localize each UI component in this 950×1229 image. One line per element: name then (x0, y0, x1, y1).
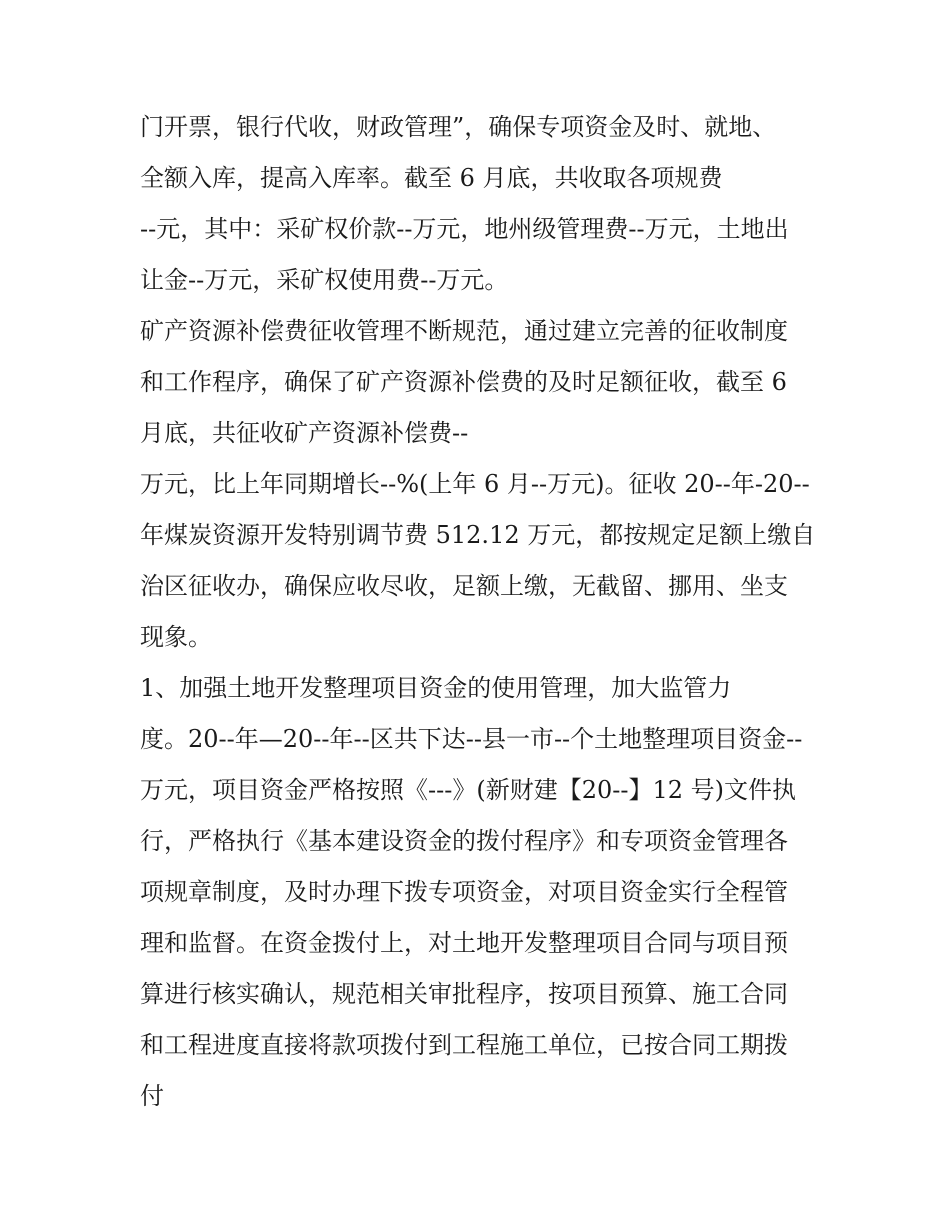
text-line: 理和监督。在资金拨付上，对土地开发整理项目合同与项目预 (140, 929, 788, 957)
text-line: 1、加强土地开发整理项目资金的使用管理，加大监管力 (140, 674, 732, 702)
text-line: 现象。 (140, 623, 212, 651)
text-line: 付 (140, 1082, 164, 1110)
text-line: 矿产资源补偿费征收管理不断规范，通过建立完善的征收制度 (140, 317, 788, 345)
text-line: 行，严格执行《基本建设资金的拨付程序》和专项资金管理各 (140, 827, 788, 855)
text-line: 万元，比上年同期增长--%(上年 6 月--万元)。征收 20--年-20-- (140, 470, 810, 498)
text-line: --元，其中：采矿权价款--万元，地州级管理费--万元，土地出 (140, 215, 789, 243)
text-line: 门开票，银行代收，财政管理”，确保专项资金及时、就地、 (140, 113, 777, 141)
text-line: 项规章制度，及时办理下拨专项资金，对项目资金实行全程管 (140, 878, 788, 906)
text-line: 度。20--年—20--年--区共下达--县一市--个土地整理项目资金-- (140, 725, 803, 753)
text-line: 算进行核实确认，规范相关审批程序，按项目预算、施工合同 (140, 980, 788, 1008)
text-line: 和工作程序，确保了矿产资源补偿费的及时足额征收，截至 6 (140, 368, 787, 396)
text-line: 年煤炭资源开发特别调节费 512.12 万元，都按规定足额上缴自 (140, 521, 816, 549)
text-line: 治区征收办，确保应收尽收，足额上缴，无截留、挪用、坐支 (140, 572, 788, 600)
text-line: 全额入库，提高入库率。截至 6 月底，共收取各项规费 (140, 164, 723, 192)
text-line: 月底，共征收矿产资源补偿费-- (140, 419, 469, 447)
text-line: 万元，项目资金严格按照《---》(新财建【20--】12 号)文件执 (140, 776, 796, 804)
text-line: 让金--万元，采矿权使用费--万元。 (140, 266, 509, 294)
text-line: 和工程进度直接将款项拨付到工程施工单位，已按合同工期拨 (140, 1031, 788, 1059)
body-text (140, 102, 830, 1122)
